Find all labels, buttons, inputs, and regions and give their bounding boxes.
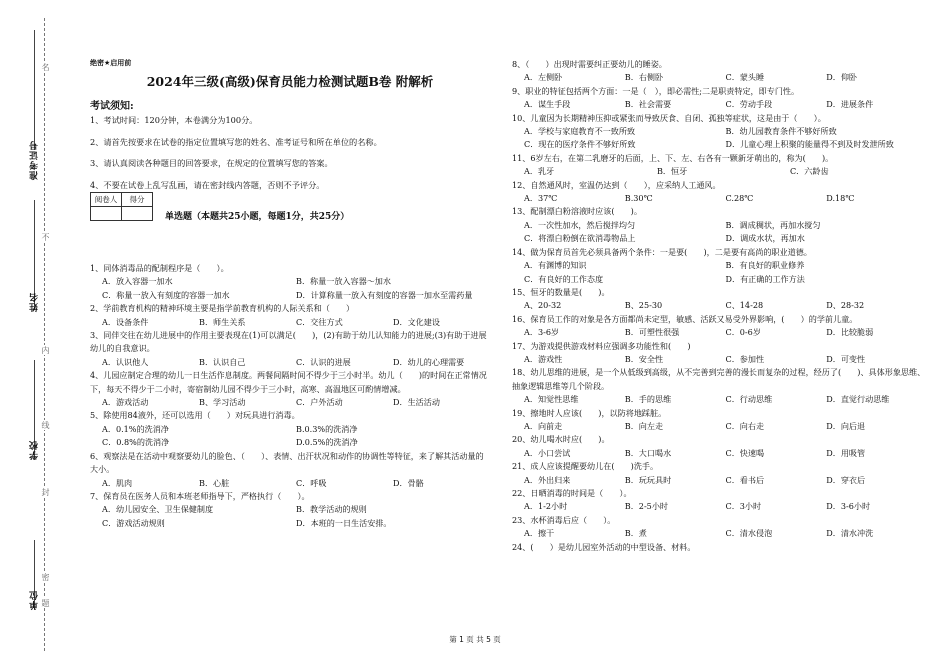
notice-heading: 考试须知: xyxy=(90,101,134,112)
option-row xyxy=(512,447,927,460)
answer-option: D．直觉行动思维 xyxy=(826,394,890,405)
answer-option: C．将漂白粉倒在欲消毒物品上 xyxy=(524,233,636,244)
question-item xyxy=(512,487,927,514)
school-label: 学校 xyxy=(30,440,40,460)
question-item xyxy=(512,85,927,112)
answer-option: B．幼儿园教育条件不够好所致 xyxy=(725,126,837,137)
notice-item: 1、考试时间：120分钟，本卷满分为100分。 xyxy=(90,115,258,125)
option-row xyxy=(512,219,927,246)
answer-option: C．呼吸 xyxy=(296,477,327,488)
question-item xyxy=(90,369,490,409)
answer-option: D．可变性 xyxy=(826,353,866,364)
answer-option: A、20-32 xyxy=(524,300,562,311)
answer-option: C．行动思维 xyxy=(725,394,773,405)
answer-option: A．有渊博的知识 xyxy=(524,260,587,271)
page-footer: 第 1 页 共 5 页 xyxy=(449,635,501,644)
question-text: 16、保育员工作的对象是各方面都尚未定型，敏感、活跃又易受外界影响，( ）的学前儿童。 xyxy=(512,313,858,324)
answer-option: A．学校与家庭教育不一致所致 xyxy=(524,126,636,137)
question-item xyxy=(512,433,927,460)
answer-option: A．游戏活动 xyxy=(102,397,149,408)
answer-option: A．37℃ xyxy=(524,193,558,204)
question-item xyxy=(512,58,927,85)
question-text: 17、为游戏提供游戏材料应强调多功能性和( ) xyxy=(512,340,691,351)
answer-option: A．幼儿园安全、卫生保健制度 xyxy=(102,504,214,515)
answer-option: A．0.1%的洗消净 xyxy=(102,423,169,434)
answer-option: D．向后退 xyxy=(826,420,866,431)
question-text: 8、（ ）出现时需要纠正要幼儿的睡姿。 xyxy=(512,59,667,69)
notice-item: 2、请首先按要求在试卷的指定位置填写您的姓名、准考证号和所在单位的名称。 xyxy=(90,136,382,147)
seal-mark: 内 xyxy=(41,346,50,354)
answer-option: B.30℃ xyxy=(624,193,653,204)
answer-option: D．调成水状，再加水 xyxy=(725,233,805,244)
question-text: 23、水杯消毒后应（ ）。 xyxy=(512,514,616,525)
question-text: 24、( ）是幼儿园室外活动的中型设备、材料。 xyxy=(512,541,696,552)
answer-option: D．比较脆弱 xyxy=(826,327,874,338)
answer-option: A．认识他人 xyxy=(102,356,149,367)
question-item xyxy=(512,179,927,206)
option-row xyxy=(90,396,490,409)
seal-mark: 线 xyxy=(41,421,50,429)
answer-option: D．清水冲洗 xyxy=(826,528,874,539)
question-text: 22、日晒消毒的时间是（ ）。 xyxy=(512,488,632,498)
answer-option: C．称量一放入有刻度的容器一加水 xyxy=(102,289,230,300)
answer-option: C．劳动手段 xyxy=(725,99,773,110)
question-text: 18、幼儿思维的进展，是一个从低级到高级，从不完善到完善的漫长而复杂的过程，经历了( )、具体形象思维、抽象逻辑思维等几个阶段。 xyxy=(512,367,926,391)
answer-option: D．用吸管 xyxy=(826,447,866,458)
page-title: 2024年三级(高级)保育员能力检测试题B卷 附解析 xyxy=(146,74,434,89)
notice-list xyxy=(90,115,490,201)
question-item xyxy=(512,541,927,554)
answer-option: C.28℃ xyxy=(725,193,754,204)
answer-option: B．向左走 xyxy=(624,420,664,431)
question-item xyxy=(512,205,927,245)
question-text: 10、儿童因为长期精神压抑或紧张而导致厌食、自闭、孤独等症状，这是由于（ ）。 xyxy=(512,112,826,123)
option-row xyxy=(512,500,927,513)
answer-option: D．儿童心理上积聚的能量得不到及时发泄所致 xyxy=(725,139,894,150)
answer-option: A．擦干 xyxy=(524,528,555,539)
answer-option: D．仰卧 xyxy=(826,72,858,83)
answer-option: D.0.5%的洗消净 xyxy=(296,437,358,448)
answer-option: B．教学活动的规则 xyxy=(296,504,367,515)
question-item xyxy=(512,112,927,152)
answer-option: B．煮 xyxy=(624,528,647,539)
answer-option: C．快速喝 xyxy=(725,447,765,458)
answer-option: A．乳牙 xyxy=(524,166,555,177)
question-text: 5、除使用84液外，还可以选用（ ）对玩具进行消毒。 xyxy=(90,410,300,421)
left-question-list xyxy=(90,262,490,530)
answer-option: B．右侧卧 xyxy=(624,72,664,83)
score-table xyxy=(90,192,153,221)
option-row xyxy=(90,275,490,302)
answer-option: B．恒牙 xyxy=(656,166,688,177)
answer-option: C．六龄齿 xyxy=(789,166,829,177)
question-item xyxy=(512,366,927,406)
question-text: 21、成人应该提醒要幼儿在( )洗手。 xyxy=(512,461,659,472)
answer-option: C．蒙头睡 xyxy=(725,72,765,83)
answer-option: C．0-6岁 xyxy=(725,327,761,338)
question-item xyxy=(512,286,927,313)
seal-mark: 题 xyxy=(41,599,50,607)
answer-option: B．有良好的职业修养 xyxy=(725,260,805,271)
answer-option: C．认识的进展 xyxy=(296,356,351,367)
answer-option: A．谋生手段 xyxy=(524,99,571,110)
answer-option: C．3小时 xyxy=(725,501,762,512)
question-text: 6、观察法是在活动中观察要幼儿的脸色、（ ）、表情、出汗状况和动作的协调性等特征，来了解其活动量的大小。 xyxy=(90,450,484,475)
exam-number-line xyxy=(34,30,35,150)
answer-option: D．3-6小时 xyxy=(826,501,871,512)
question-text: 9、职业的特征包括两个方面：一是（ ），即必需性;二是职责特定，即专门性。 xyxy=(512,85,800,96)
answer-option: A．3-6岁 xyxy=(524,327,560,338)
option-row xyxy=(512,125,927,152)
question-text: 4、儿园应制定合理的幼儿一日生活作息制度。两餐间隔时间不得少于三小时半。幼儿（ )的时间在正常情况下，每天不得少于二小时，寄宿制幼儿园不得少于三小时，高寒、高温地区可酌情增减。 xyxy=(90,370,487,394)
seal-mark: 不 xyxy=(41,233,50,241)
option-row xyxy=(90,316,490,329)
seal-dashed-line xyxy=(44,18,45,651)
answer-option: C．游戏活动规则 xyxy=(102,517,165,528)
answer-option: B．手的思维 xyxy=(624,394,672,405)
question-text: 1、同体消毒品的配制程序是（ ）。 xyxy=(90,263,229,273)
question-item xyxy=(512,340,927,367)
unit-label: 单位 xyxy=(30,590,40,610)
question-text: 11、6岁左右，在第二乳磨牙的后面，上、下、左、右各有一颗新牙萌出的，称为( )。 xyxy=(512,152,834,163)
question-text: 15、恒牙的数量是( )。 xyxy=(512,286,610,297)
option-row xyxy=(90,503,490,530)
score-cell xyxy=(122,207,153,221)
answer-option: A．游戏性 xyxy=(524,353,563,364)
answer-option: D、28-32 xyxy=(826,300,865,311)
question-text: 2、学前教育机构的精神环境主要是指学前教育机构的人际关系和（ ） xyxy=(90,303,355,314)
question-item xyxy=(90,329,490,369)
answer-option: D．计算称量一放入有刻度的容器一加水至需药量 xyxy=(296,289,473,300)
answer-option: D．幼儿的心理需要 xyxy=(393,356,465,367)
seal-mark: 密 xyxy=(41,573,50,581)
answer-option: C．清水侵泡 xyxy=(725,528,773,539)
option-row xyxy=(512,420,927,433)
option-row xyxy=(90,356,490,369)
section-heading: 单选题（本题共25小题，每题1分，共25分） xyxy=(165,212,350,222)
answer-option: C．户外活动 xyxy=(296,397,343,408)
question-text: 12、自然通风时，室温仍达到（ ），应采纳人工通风。 xyxy=(512,179,721,190)
answer-option: A．一次性加水，然后搅拌均匀 xyxy=(524,219,636,230)
answer-option: D．生活活动 xyxy=(393,397,440,408)
option-row xyxy=(90,423,490,450)
question-text: 3、同伴交往在幼儿进展中的作用主要表现在(1)可以满足( )，(2)有助于幼儿认知能力的进展;(3)有助于进展幼儿的自我意识。 xyxy=(90,330,487,354)
question-text: 20、幼儿喝水时应( )。 xyxy=(512,434,610,445)
exam-number-label: 准考证号 xyxy=(30,140,40,180)
answer-option: A．设备条件 xyxy=(102,316,149,327)
question-item xyxy=(90,490,490,530)
question-item xyxy=(512,152,927,179)
answer-option: C．有良好的工作态度 xyxy=(524,273,604,284)
answer-option: D．有正确的工作方法 xyxy=(725,273,805,284)
answer-option: B．认识自己 xyxy=(199,356,246,367)
question-item xyxy=(512,407,927,434)
option-row xyxy=(512,71,927,84)
answer-option: C．现在的医疗条件不够好所致 xyxy=(524,139,636,150)
question-text: 19、擦地时人应该( )，以防将地踩脏。 xyxy=(512,407,667,418)
notice-item: 4、不要在试卷上乱写乱画，请在密封线内答题，否则不予评分。 xyxy=(90,179,325,190)
answer-option: D．进展条件 xyxy=(826,99,874,110)
answer-option: D．文化建设 xyxy=(393,316,440,327)
question-item xyxy=(512,246,927,286)
option-row xyxy=(512,326,927,339)
option-row xyxy=(512,299,927,312)
option-row xyxy=(512,192,927,205)
answer-option: D．本班的一日生活安排。 xyxy=(296,517,392,528)
reviewer-header: 阅卷人 xyxy=(91,193,122,207)
answer-option: D．骨骼 xyxy=(393,477,424,488)
seal-mark: 名 xyxy=(41,63,50,71)
answer-option: D.18℃ xyxy=(826,193,855,204)
option-row xyxy=(512,527,927,540)
question-item xyxy=(90,302,490,329)
question-item xyxy=(512,313,927,340)
answer-option: B．调成稠状，再加水搅匀 xyxy=(725,219,821,230)
answer-option: B．安全性 xyxy=(624,353,664,364)
answer-option: D．穿衣后 xyxy=(826,474,866,485)
notice-item: 3、请认真阅读各种题目的回答要求，在规定的位置填写您的答案。 xyxy=(90,158,333,168)
answer-option: B、25-30 xyxy=(624,300,663,311)
answer-option: B．社会需要 xyxy=(624,99,672,110)
question-text: 13、配制漂白粉溶液时应该( )。 xyxy=(512,206,642,217)
option-row xyxy=(512,474,927,487)
answer-option: C．参加性 xyxy=(725,353,765,364)
answer-option: A．向前走 xyxy=(524,420,563,431)
answer-option: A．知觉性思维 xyxy=(524,394,579,405)
option-row xyxy=(512,353,927,366)
right-question-list xyxy=(512,58,927,554)
score-header: 得分 xyxy=(122,193,153,207)
answer-option: A．肌肉 xyxy=(102,477,133,488)
answer-option: B．玩玩具时 xyxy=(624,474,672,485)
answer-option: B．心脏 xyxy=(199,477,230,488)
question-item xyxy=(90,409,490,449)
option-row xyxy=(512,259,927,286)
reviewer-cell xyxy=(91,207,122,221)
answer-option: C、14-28 xyxy=(725,300,764,311)
answer-option: B．大口喝水 xyxy=(624,447,672,458)
question-item xyxy=(512,514,927,541)
confidential-mark: 绝密★启用前 xyxy=(90,59,132,67)
answer-option: A．左侧卧 xyxy=(524,72,563,83)
answer-option: A．小口尝试 xyxy=(524,447,571,458)
answer-option: A．外出归来 xyxy=(524,474,571,485)
name-label: 姓名 xyxy=(30,292,40,312)
answer-option: C．向右走 xyxy=(725,420,765,431)
question-text: 7、保育员在医务人员和本班老师指导下，严格执行（ ）。 xyxy=(90,490,310,501)
option-row xyxy=(90,477,490,490)
answer-option: C．看书后 xyxy=(725,474,765,485)
question-item xyxy=(90,262,490,302)
seal-mark: 封 xyxy=(41,488,50,496)
answer-option: A．1-2小时 xyxy=(524,501,568,512)
answer-option: B、学习活动 xyxy=(199,397,246,408)
answer-option: B.0.3%的洗消净 xyxy=(296,423,358,434)
answer-option: B．称量一放入容器～加水 xyxy=(296,276,391,287)
question-item xyxy=(512,460,927,487)
binding-strip xyxy=(0,0,70,671)
answer-option: B．师生关系 xyxy=(199,316,246,327)
answer-option: B．2-5小时 xyxy=(624,501,669,512)
answer-option: C．0.8%的洗消净 xyxy=(102,437,170,448)
option-row xyxy=(512,165,927,178)
answer-option: A．放入容器一加水 xyxy=(102,276,173,287)
answer-option: C．交往方式 xyxy=(296,316,343,327)
option-row xyxy=(512,393,927,406)
question-text: 14、做为保育员首先必须具备两个条件：一是要( )，二是要有高尚的职业道德。 xyxy=(512,246,812,257)
answer-option: B．可塑性很强 xyxy=(624,327,680,338)
option-row xyxy=(512,98,927,111)
question-item xyxy=(90,450,490,490)
